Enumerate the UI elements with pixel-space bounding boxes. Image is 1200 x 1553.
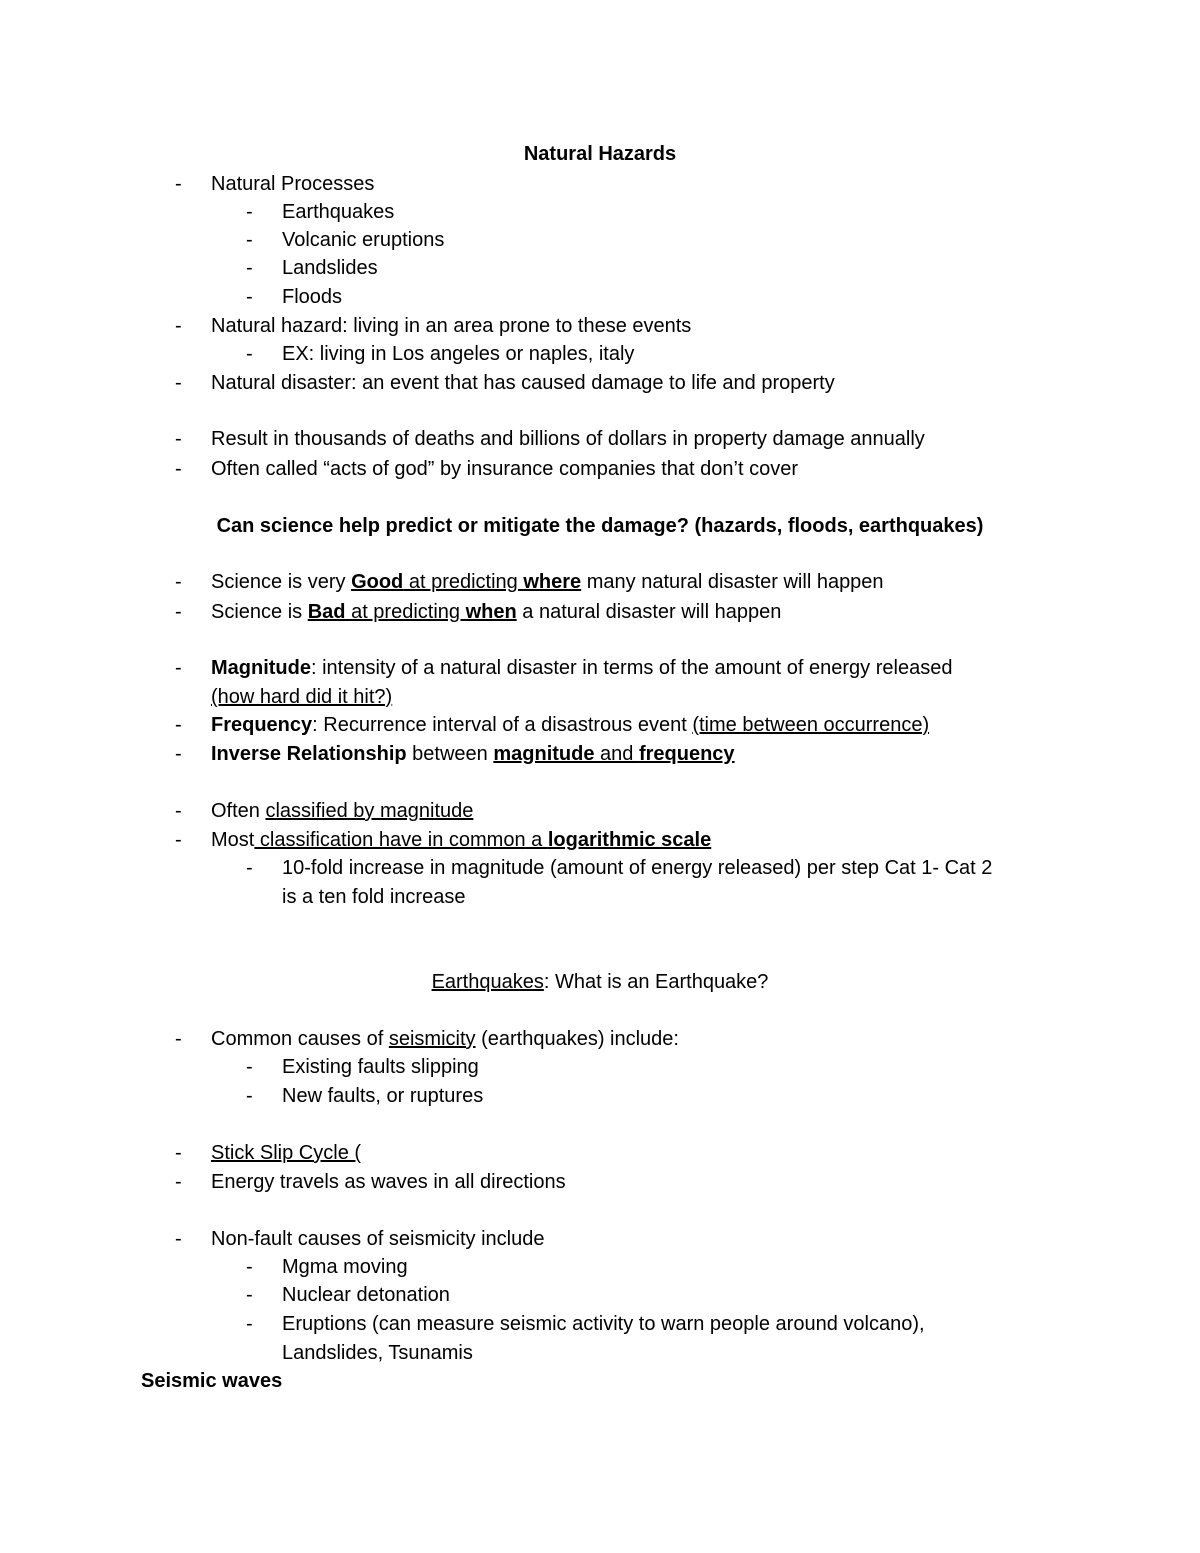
list-item-inverse-relationship bbox=[211, 742, 735, 766]
list-item-ten-fold: 10-fold increase in magnitude (amount of energy released) per step Cat 1- Cat 2 bbox=[282, 857, 993, 879]
list-item-often-classified bbox=[211, 799, 473, 823]
bullet-dash: - bbox=[246, 1284, 253, 1306]
list-item-science-good bbox=[211, 570, 884, 594]
list-item: Volcanic eruptions bbox=[282, 229, 445, 251]
bullet-dash: - bbox=[175, 458, 182, 480]
text: Often bbox=[211, 800, 266, 822]
bullet-dash: - bbox=[246, 286, 253, 308]
text: Science is very bbox=[211, 571, 352, 593]
bullet-dash: - bbox=[175, 1171, 182, 1193]
list-item: Floods bbox=[282, 286, 343, 308]
list-item-acts-of-god: Often called “acts of god” by insurance companies that don’t cover bbox=[211, 458, 798, 480]
list-item-magnitude bbox=[211, 656, 952, 680]
list-item-cont: Landslides, Tsunamis bbox=[282, 1342, 473, 1364]
bullet-dash: - bbox=[175, 372, 182, 394]
bullet-dash: - bbox=[246, 857, 253, 879]
where-term: where bbox=[523, 571, 582, 593]
section-heading-seismic-waves: Seismic waves bbox=[141, 1370, 283, 1392]
good-term: Good bbox=[351, 571, 404, 593]
inverse-term: Inverse Relationship bbox=[211, 743, 407, 765]
list-item: New faults, or ruptures bbox=[282, 1085, 484, 1107]
list-item: Landslides bbox=[282, 257, 378, 279]
bullet-dash: - bbox=[175, 1028, 182, 1050]
bullet-dash: - bbox=[246, 257, 253, 279]
text: classified by magnitude bbox=[265, 800, 474, 822]
list-item-energy: Energy travels as waves in all directions bbox=[211, 1171, 566, 1193]
text: a natural disaster will happen bbox=[516, 601, 782, 623]
section-heading-science: Can science help predict or mitigate the damage? (hazards, floods, earthquakes) bbox=[216, 515, 984, 537]
frequency-term: Frequency bbox=[211, 714, 313, 736]
list-item-example: EX: living in Los angeles or naples, italy bbox=[282, 343, 635, 365]
magnitude-term: Magnitude bbox=[211, 657, 311, 679]
list-item-non-fault: Non-fault causes of seismicity include bbox=[211, 1228, 545, 1250]
bullet-dash: - bbox=[175, 601, 182, 623]
text: many natural disaster will happen bbox=[581, 571, 884, 593]
list-item-frequency bbox=[211, 713, 929, 737]
text: : intensity of a natural disaster in terms of the amount of energy released bbox=[311, 657, 953, 679]
text: classification have in common bbox=[254, 829, 526, 851]
list-item-natural-disaster: Natural disaster: an event that has caused damage to life and property bbox=[211, 372, 835, 394]
bullet-dash: - bbox=[175, 315, 182, 337]
when-term: when bbox=[465, 601, 517, 623]
bullet-dash: - bbox=[246, 1056, 253, 1078]
list-item: Existing faults slipping bbox=[282, 1056, 479, 1078]
frequency-note: (time between occurrence) bbox=[692, 714, 930, 736]
list-item-science-bad bbox=[211, 600, 781, 624]
bullet-dash: - bbox=[175, 1142, 182, 1164]
text: at predicting bbox=[403, 571, 524, 593]
bullet-dash: - bbox=[246, 229, 253, 251]
text: Earthquakes bbox=[431, 971, 544, 993]
list-item-natural-hazard: Natural hazard: living in an area prone to these events bbox=[211, 315, 692, 337]
list-item-stick-slip: Stick Slip Cycle ( bbox=[211, 1142, 362, 1164]
bullet-dash: - bbox=[175, 571, 182, 593]
text: Most bbox=[211, 829, 255, 851]
list-item: Mgma moving bbox=[282, 1256, 408, 1278]
text: Science is bbox=[211, 601, 308, 623]
bullet-dash: - bbox=[175, 743, 182, 765]
bullet-dash: - bbox=[246, 343, 253, 365]
text: and bbox=[594, 743, 639, 765]
page-title: Natural Hazards bbox=[523, 143, 677, 165]
bullet-dash: - bbox=[175, 800, 182, 822]
bullet-dash: - bbox=[246, 201, 253, 223]
list-item: Earthquakes bbox=[282, 201, 395, 223]
bullet-dash: - bbox=[175, 829, 182, 851]
bullet-dash: - bbox=[175, 173, 182, 195]
bullet-dash: - bbox=[246, 1256, 253, 1278]
text: : Recurrence interval of a disastrous event bbox=[312, 714, 693, 736]
bullet-dash: - bbox=[175, 657, 182, 679]
bullet-dash: - bbox=[246, 1085, 253, 1107]
frequency-link-term: frequency bbox=[638, 743, 735, 765]
magnitude-link-term: magnitude bbox=[493, 743, 595, 765]
logarithmic-scale-term: logarithmic scale bbox=[547, 829, 712, 851]
list-item: Nuclear detonation bbox=[282, 1284, 450, 1306]
text: : What is an Earthquake? bbox=[543, 971, 769, 993]
list-item: Eruptions (can measure seismic activity to warn people around volcano), bbox=[282, 1313, 925, 1335]
seismicity-term: seismicity bbox=[388, 1028, 476, 1050]
text: a bbox=[525, 829, 548, 851]
bullet-dash: - bbox=[175, 428, 182, 450]
bad-term: Bad bbox=[307, 601, 346, 623]
list-item-common-causes bbox=[211, 1027, 679, 1051]
text: (earthquakes) include: bbox=[475, 1028, 679, 1050]
list-item-natural-processes: Natural Processes bbox=[211, 173, 375, 195]
text: at predicting bbox=[345, 601, 466, 623]
bullet-dash: - bbox=[175, 1228, 182, 1250]
section-heading-earthquakes bbox=[0, 970, 1200, 994]
bullet-dash: - bbox=[175, 714, 182, 736]
list-item-ten-fold-cont: is a ten fold increase bbox=[282, 886, 466, 908]
list-item-result: Result in thousands of deaths and billions of dollars in property damage annually bbox=[211, 428, 925, 450]
text: between bbox=[406, 743, 494, 765]
bullet-dash: - bbox=[246, 1313, 253, 1335]
magnitude-note: (how hard did it hit?) bbox=[211, 686, 393, 708]
list-item-most-classification bbox=[211, 828, 711, 852]
text: Common causes of bbox=[211, 1028, 389, 1050]
